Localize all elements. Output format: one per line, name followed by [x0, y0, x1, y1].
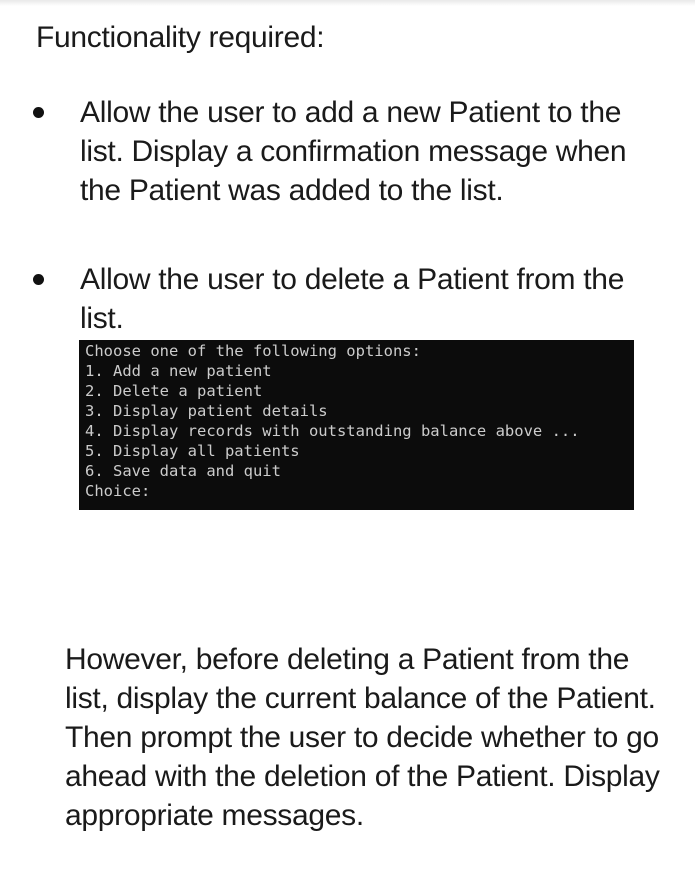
- console-prompt: Choose one of the following options:: [85, 342, 421, 360]
- console-option-save-quit: 6. Save data and quit: [85, 462, 281, 480]
- list-item-text: Allow the user to delete a Patient from the list.: [80, 263, 625, 335]
- top-shadow: [0, 0, 695, 6]
- console-option-outstanding: 4. Display records with outstanding balance above ...: [85, 422, 580, 440]
- deletion-instructions: However, before deleting a Patient from the list, display the current balance of the Patient. Then prompt the user to decide whether to go ahead with the deletion of the Patient. Display appropriate messages.: [65, 643, 660, 832]
- console-option-details: 3. Display patient details: [85, 402, 328, 420]
- console-option-display-all: 5. Display all patients: [85, 442, 300, 460]
- console-choice: Choice:: [85, 482, 151, 500]
- console-screenshot: [79, 340, 634, 510]
- bullet-icon: [33, 274, 44, 285]
- console-option-delete: 2. Delete a patient: [85, 382, 263, 400]
- console-option-add: 1. Add a new patient: [85, 362, 272, 380]
- bullet-icon: [33, 107, 44, 118]
- page-heading: Functionality required:: [36, 21, 325, 54]
- list-item-text: Allow the user to add a new Patient to the list. Display a confirmation message when the Patient was added to the list.: [80, 96, 627, 207]
